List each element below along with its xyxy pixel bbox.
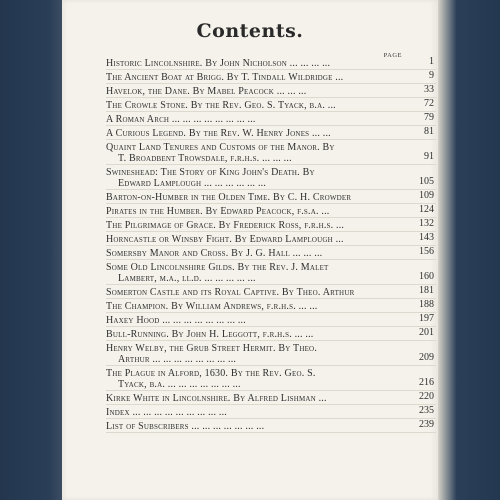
- entry-title: The Ancient Boat at Brigg. By T. Tindall Wildridge ...: [106, 72, 344, 83]
- contents-entry: [106, 142, 436, 165]
- entry-title: Index ... ... ... ... ... ... ... ... ...: [106, 407, 227, 418]
- contents-entry: [106, 167, 436, 190]
- entry-page-number: 156: [419, 246, 434, 257]
- entry-title: Barton-on-Humber in the Olden Time. By C. H. Crowder: [106, 192, 352, 203]
- entry-page-number: 91: [424, 151, 434, 162]
- entry-title: Haxey Hood ... ... ... ... ... ... ... ...: [106, 315, 246, 326]
- entry-title: Somersby Manor and Cross. By J. G. Hall ... ... ...: [106, 248, 323, 259]
- contents-entry: [106, 72, 436, 84]
- contents-entry: [106, 206, 436, 218]
- entry-page-number: 209: [419, 352, 434, 363]
- contents-entry: [106, 220, 436, 232]
- contents-entry: [106, 393, 436, 405]
- entry-page-number: 72: [424, 98, 434, 109]
- entry-page-number: 220: [419, 391, 434, 402]
- entry-page-number: 201: [419, 327, 434, 338]
- page-title: Contents.: [196, 20, 304, 42]
- contents-entry: [106, 86, 436, 98]
- entry-title: List of Subscribers ... ... ... ... ... ... ...: [106, 421, 265, 432]
- contents-entry: [106, 343, 436, 366]
- entry-continuation: Lambert, m.a., ll.d. ... ... ... ... ...: [118, 273, 256, 284]
- contents-entry: [106, 248, 436, 260]
- entry-page-number: 81: [424, 126, 434, 137]
- entry-title: The Champion. By William Andrews, f.r.h.s. ... ...: [106, 301, 318, 312]
- contents-entry: [106, 287, 436, 299]
- book-spine-right: [438, 0, 500, 500]
- contents-entry: [106, 100, 436, 112]
- entry-title: Swineshead: The Story of King John's Death. By: [106, 167, 315, 178]
- contents-entry: [106, 301, 436, 313]
- entry-title: Somerton Castle and its Royal Captive. By Theo. Arthur: [106, 287, 355, 298]
- contents-entry: [106, 234, 436, 246]
- entry-page-number: 160: [419, 271, 434, 282]
- entry-page-number: 216: [419, 377, 434, 388]
- entry-title: The Crowle Stone. By the Rev. Geo. S. Tyack, b.a. ...: [106, 100, 336, 111]
- contents-entry: [106, 368, 436, 391]
- entry-continuation: Arthur ... ... ... ... ... ... ... ...: [118, 354, 237, 365]
- entry-page-number: 9: [429, 70, 434, 81]
- contents-entry: [106, 262, 436, 285]
- entry-title: Pirates in the Humber. By Edward Peacock, f.s.a. ...: [106, 206, 330, 217]
- entry-title: The Pilgrimage of Grace. By Frederick Ross, f.r.h.s. ...: [106, 220, 345, 231]
- entry-page-number: 239: [419, 419, 434, 430]
- entry-title: The Plague in Alford, 1630. By the Rev. Geo. S.: [106, 368, 316, 379]
- entry-title: Historic Lincolnshire. By John Nicholson ... ... ... ...: [106, 58, 331, 69]
- entry-page-number: 132: [419, 218, 434, 229]
- entry-page-number: 124: [419, 204, 434, 215]
- contents-entry: [106, 58, 436, 70]
- entry-continuation: Edward Lamplough ... ... ... ... ... ...: [118, 178, 267, 189]
- entry-title: Kirke White in Lincolnshire. By Alfred Lishman ...: [106, 393, 327, 404]
- entry-title: A Roman Arch ... ... ... ... ... ... ... ...: [106, 114, 256, 125]
- book-spine-left: [0, 0, 62, 500]
- entry-page-number: 79: [424, 112, 434, 123]
- entry-title: Quaint Land Tenures and Customs of the Manor. By: [106, 142, 335, 153]
- entry-page-number: 197: [419, 313, 434, 324]
- entry-page-number: 109: [419, 190, 434, 201]
- entry-page-number: 235: [419, 405, 434, 416]
- contents-page: [62, 0, 438, 500]
- entry-title: Bull-Running. By John H. Leggott, f.r.h.s. ... ...: [106, 329, 314, 340]
- contents-entry: [106, 315, 436, 327]
- entry-page-number: 188: [419, 299, 434, 310]
- contents-entry: [106, 421, 436, 433]
- entry-page-number: 1: [429, 56, 434, 67]
- contents-entry: [106, 128, 436, 140]
- contents-list: [106, 58, 436, 435]
- page-column-header: PAGE: [383, 52, 402, 59]
- contents-entry: [106, 192, 436, 204]
- entry-title: Henry Welby, the Grub Street Hermit. By Theo.: [106, 343, 318, 354]
- entry-page-number: 143: [419, 232, 434, 243]
- entry-continuation: Tyack, b.a. ... ... ... ... ... ... ...: [118, 379, 241, 390]
- contents-entry: [106, 407, 436, 419]
- entry-title: Horncastle or Winsby Fight. By Edward Lamplough ...: [106, 234, 344, 245]
- entry-title: A Curious Legend. By the Rev. W. Henry Jones ... ...: [106, 128, 331, 139]
- entry-page-number: 33: [424, 84, 434, 95]
- entry-title: Havelok, the Dane. By Mabel Peacock ... ... ...: [106, 86, 307, 97]
- entry-title: Some Old Lincolnshire Gilds. By the Rev. J. Malet: [106, 262, 329, 273]
- entry-page-number: 105: [419, 176, 434, 187]
- entry-page-number: 181: [419, 285, 434, 296]
- contents-entry: [106, 329, 436, 341]
- entry-continuation: T. Broadbent Trowsdale, f.r.h.s. ... ... ...: [118, 153, 292, 164]
- contents-entry: [106, 114, 436, 126]
